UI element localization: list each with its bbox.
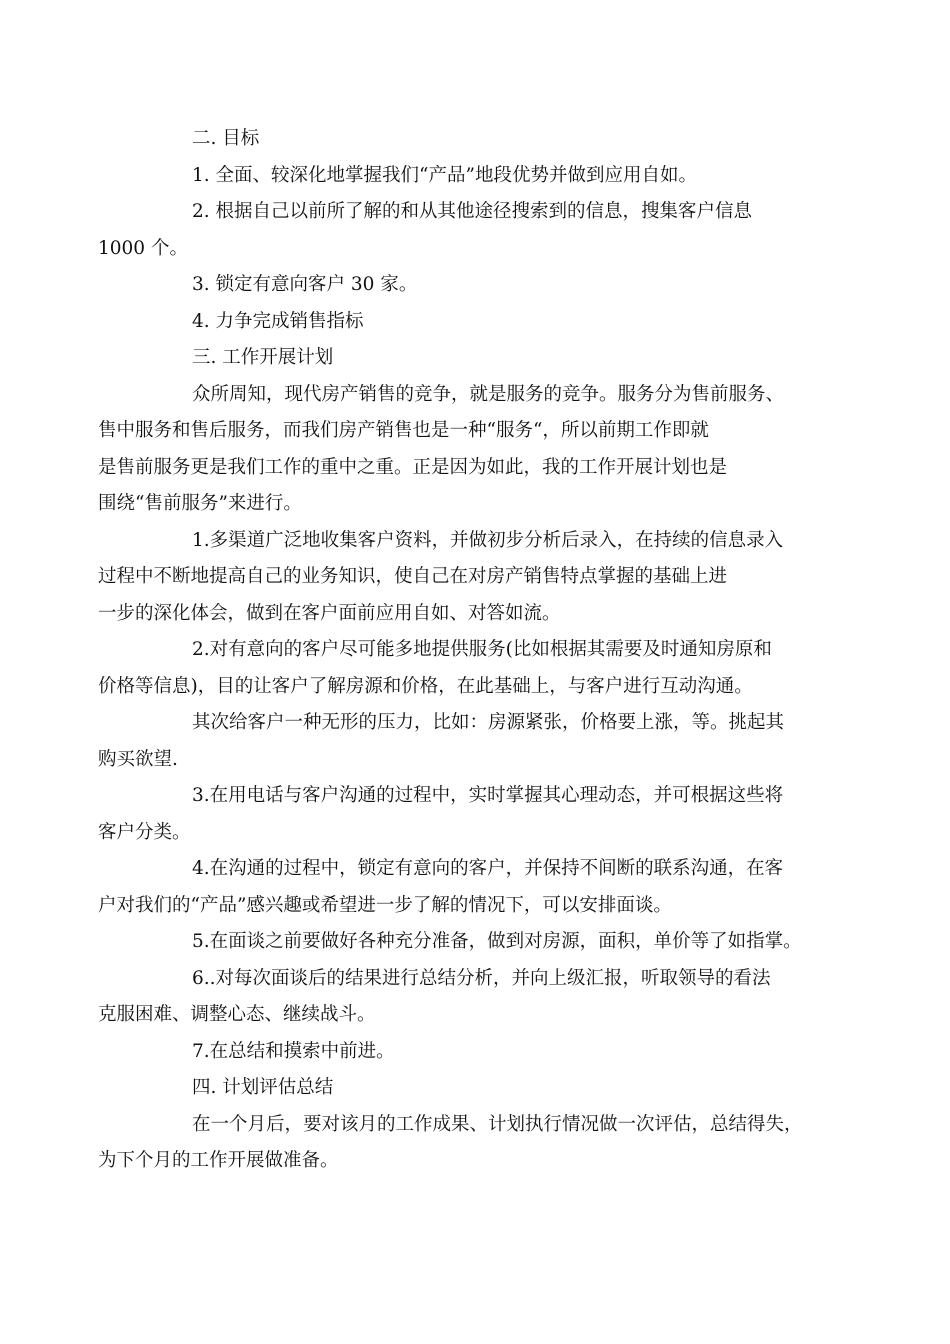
text-line: 1. 全面、较深化地掌握我们“产品”地段优势并做到应用自如。 bbox=[192, 164, 697, 186]
text-line: 户对我们的“产品”感兴趣或希望进一步了解的情况下，可以安排面谈。 bbox=[98, 894, 672, 916]
text-line: 克服困难、调整心态、继续战斗。 bbox=[98, 1004, 376, 1025]
plan-item-7 bbox=[145, 1034, 825, 1071]
plan-item-5 bbox=[145, 924, 825, 961]
plan-item-4 bbox=[98, 851, 825, 924]
text-line: 2.对有意向的客户尽可能多地提供服务(比如根据其需要及时通知房原和 bbox=[192, 639, 772, 660]
text-line: 5.在面谈之前要做好各种充分准备，做到对房源，面积，单价等了如指掌。 bbox=[192, 931, 802, 952]
text-line: 其次给客户一种无形的压力，比如：房源紧张，价格要上涨，等。挑起其 bbox=[192, 712, 785, 733]
text-line: 为下个月的工作开展做准备。 bbox=[98, 1150, 339, 1171]
goal-item-4 bbox=[145, 304, 825, 341]
text-line: 二. 目标 bbox=[192, 128, 260, 149]
evaluation-paragraph bbox=[98, 1107, 825, 1180]
text-line: 客户分类。 bbox=[98, 821, 191, 843]
text-line: 三. 工作开展计划 bbox=[192, 347, 334, 368]
text-line: 7.在总结和摸索中前进。 bbox=[192, 1040, 395, 1062]
document-body bbox=[98, 121, 825, 1180]
text-line: 四. 计划评估总结 bbox=[192, 1077, 334, 1098]
text-line: 过程中不断地提高自己的业务知识，使自己在对房产销售特点掌握的基础上进 bbox=[98, 566, 728, 587]
plan-item-3 bbox=[98, 778, 825, 851]
text-line: 1000 个。 bbox=[98, 237, 188, 259]
heading-work-plan bbox=[145, 340, 825, 377]
text-line: 4.在沟通的过程中，锁定有意向的客户，并保持不间断的联系沟通，在客 bbox=[192, 858, 784, 879]
text-line: 是售前服务更是我们工作的重中之重。正是因为如此，我的工作开展计划也是 bbox=[98, 456, 728, 478]
text-line: 3. 锁定有意向客户 30 家。 bbox=[192, 274, 418, 295]
plan-item-1 bbox=[98, 523, 825, 633]
plan-item-2 bbox=[98, 632, 825, 705]
text-line: 在一个月后，要对该月的工作成果、计划执行情况做一次评估，总结得失， bbox=[192, 1113, 803, 1135]
heading-goals bbox=[145, 121, 825, 158]
text-line: 一步的深化体会，做到在客户面前应用自如、对答如流。 bbox=[98, 602, 561, 624]
text-line: 2. 根据自己以前所了解的和从其他途径搜索到的信息，搜集客户信息 bbox=[192, 201, 753, 222]
goal-item-2 bbox=[98, 194, 825, 267]
text-line: 4. 力争完成销售指标 bbox=[192, 310, 364, 332]
plan-item-2-continued bbox=[98, 705, 825, 778]
text-line: 围绕“售前服务”来进行。 bbox=[98, 493, 302, 514]
goal-item-1 bbox=[145, 158, 825, 195]
text-line: 3.在用电话与客户沟通的过程中，实时掌握其心理动态，并可根据这些将 bbox=[192, 785, 784, 806]
text-line: 众所周知，现代房产销售的竞争，就是服务的竞争。服务分为售前服务、 bbox=[192, 383, 785, 405]
text-line: 售中服务和售后服务，而我们房产销售也是一种“服务“，所以前期工作即就 bbox=[98, 420, 709, 441]
text-line: 1.多渠道广泛地收集客户资料，并做初步分析后录入，在持续的信息录入 bbox=[192, 529, 784, 551]
text-line: 6..对每次面谈后的结果进行总结分析，并向上级汇报，听取领导的看法 bbox=[192, 967, 771, 989]
goal-item-3 bbox=[145, 267, 825, 304]
plan-intro-paragraph bbox=[98, 377, 825, 523]
text-line: 价格等信息)，目的让客户了解房源和价格，在此基础上，与客户进行互动沟通。 bbox=[98, 675, 753, 697]
plan-item-6 bbox=[98, 961, 825, 1034]
heading-plan-evaluation bbox=[145, 1070, 825, 1107]
text-line: 购买欲望. bbox=[98, 748, 178, 770]
